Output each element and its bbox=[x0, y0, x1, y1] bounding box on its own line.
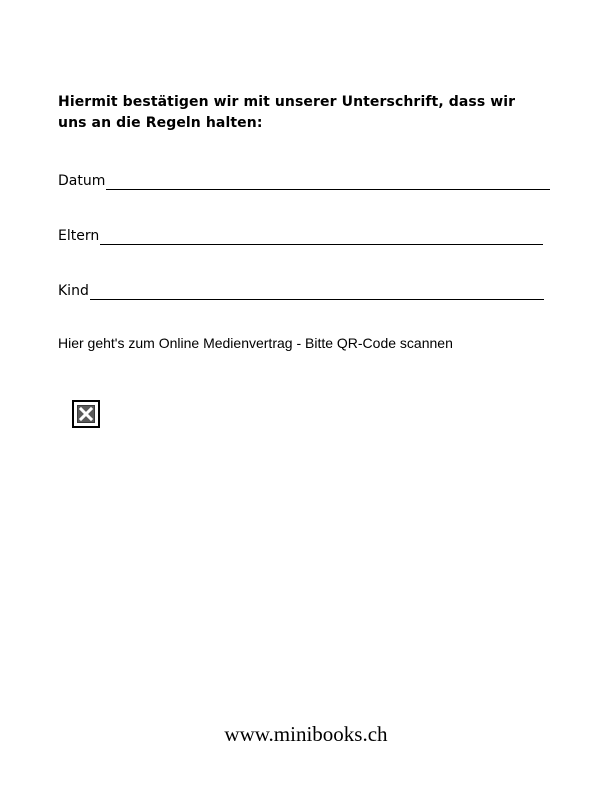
qr-code-note: Hier geht's zum Online Medienvertrag - Bitte QR-Code scannen bbox=[58, 335, 453, 351]
eltern-label: Eltern bbox=[58, 228, 100, 244]
eltern-underline bbox=[100, 229, 543, 245]
signature-line-eltern bbox=[58, 227, 543, 245]
confirmation-statement: Hiermit bestätigen wir mit unserer Unterschrift, dass wir uns an die Regeln halten: bbox=[58, 94, 516, 131]
kind-underline bbox=[90, 284, 544, 300]
datum-underline bbox=[106, 174, 550, 190]
signature-line-kind bbox=[58, 282, 544, 300]
broken-image-icon bbox=[72, 400, 100, 428]
datum-label: Datum bbox=[58, 173, 106, 189]
qr-placeholder-icon bbox=[77, 405, 95, 423]
signature-line-datum bbox=[58, 172, 550, 190]
kind-label: Kind bbox=[58, 283, 89, 299]
footer-url: www.minibooks.ch bbox=[224, 722, 388, 746]
